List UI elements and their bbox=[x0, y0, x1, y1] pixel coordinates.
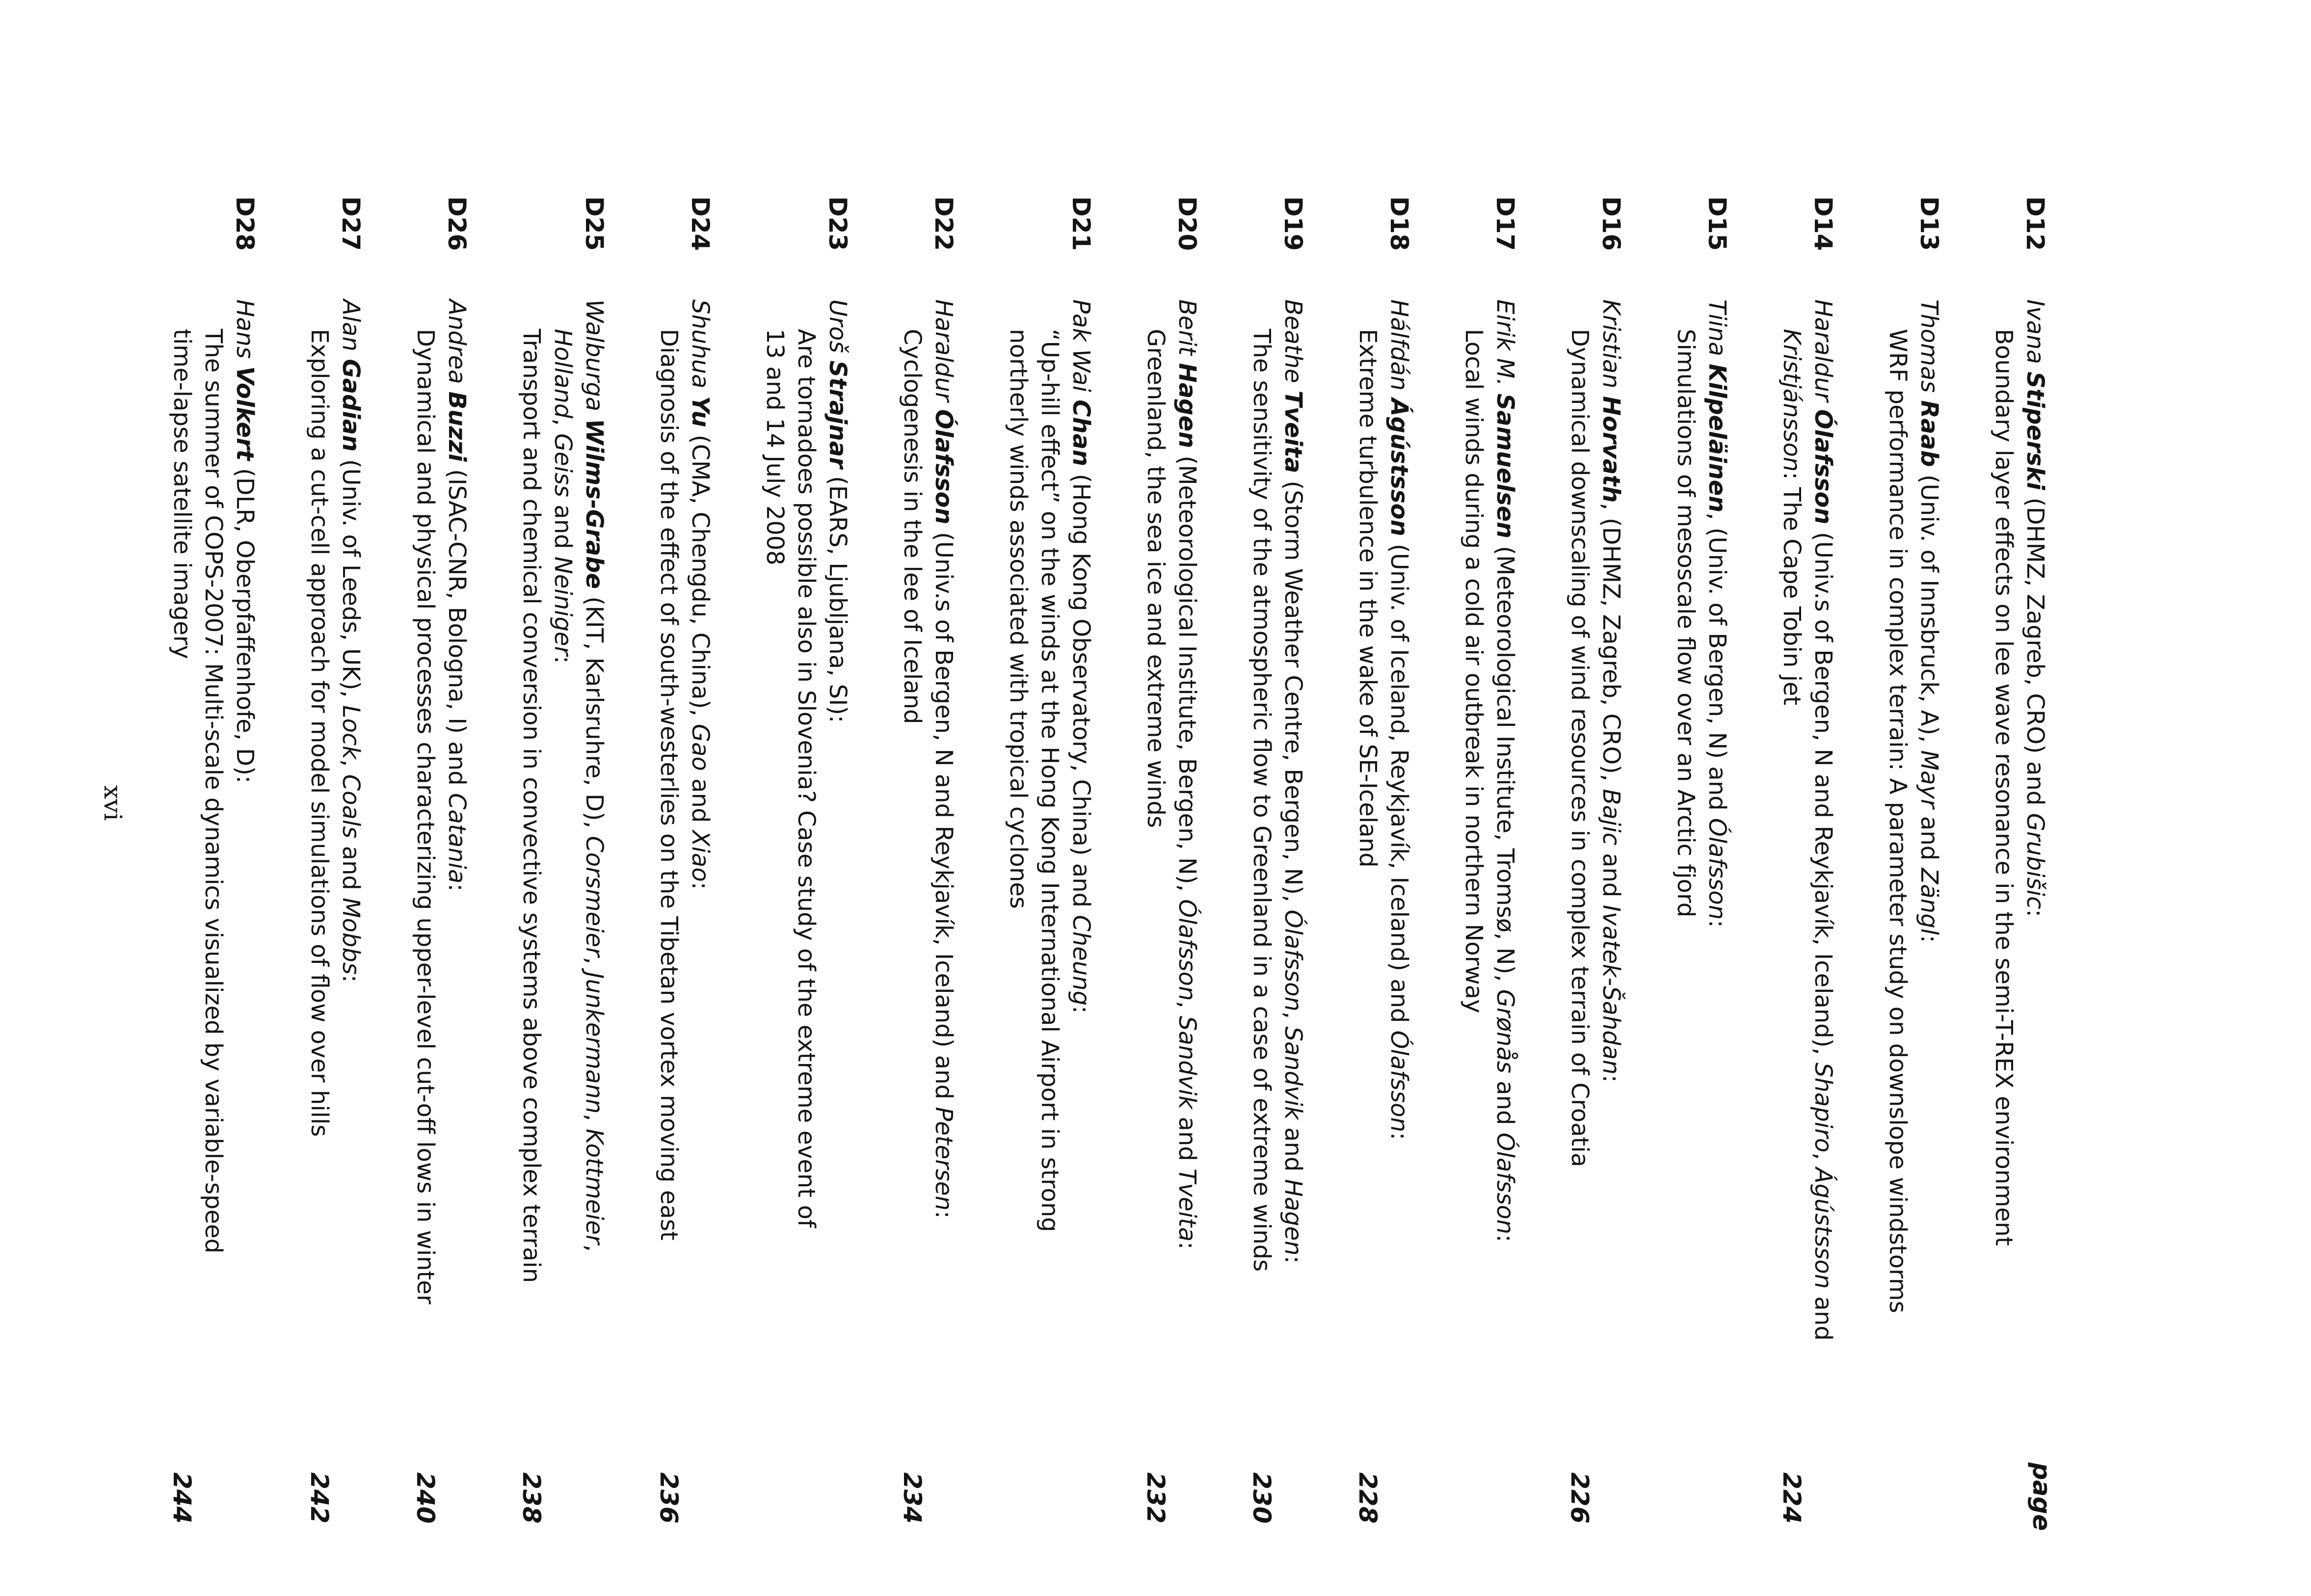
text-run: Wilms-Grabe bbox=[581, 419, 608, 589]
text-run: : bbox=[443, 883, 471, 892]
text-run: and bbox=[337, 838, 365, 898]
contents-entry bbox=[516, 196, 610, 1524]
text-run: and bbox=[1491, 1073, 1519, 1133]
text-run: : bbox=[1385, 1132, 1413, 1141]
text-run: Zängl bbox=[1915, 868, 1943, 935]
text-run: , bbox=[1279, 1011, 1307, 1027]
entry-code: D21 bbox=[1067, 196, 1095, 251]
text-run: : bbox=[2021, 909, 2049, 917]
text-run: and bbox=[1279, 1119, 1307, 1179]
contents-entry bbox=[1882, 196, 1945, 1512]
text-run: : bbox=[1279, 1255, 1307, 1264]
text-run: : bbox=[337, 974, 365, 983]
text-run: Samuelsen bbox=[1491, 393, 1519, 539]
text-run: Stiperski bbox=[2021, 372, 2049, 490]
text-run: , bbox=[581, 1244, 608, 1252]
text-run: , bbox=[337, 759, 365, 774]
entry-code: D22 bbox=[930, 196, 958, 251]
text-run: Chan bbox=[1067, 399, 1095, 467]
entry-title-line: Simulations of mesoscale flow over an Arctic fjord bbox=[1672, 329, 1700, 918]
text-run: (Univ. of Iceland, Reykjavík, Iceland) and bbox=[1385, 536, 1413, 1031]
entry-author-line bbox=[928, 196, 959, 1512]
entry-author-line bbox=[1595, 196, 1627, 1512]
entry-title-line: Are tornadoes possible also in Slovenia? Case study of the extreme event of bbox=[793, 329, 820, 1228]
text-run: Ivatek-Šahdan bbox=[1597, 904, 1625, 1075]
text-run: Sandvik bbox=[1173, 1015, 1201, 1110]
entry-code: D17 bbox=[1491, 196, 1519, 251]
entry-code: D15 bbox=[1703, 196, 1731, 251]
entry-author-line bbox=[685, 196, 716, 1512]
text-run: , bbox=[581, 1114, 608, 1129]
entry-code: D27 bbox=[337, 196, 365, 251]
text-run: Volkert bbox=[231, 366, 259, 461]
text-run: (Storm Weather Centre, Bergen, N), bbox=[1279, 473, 1307, 910]
entry-code: D28 bbox=[231, 196, 259, 251]
text-run: Ólafsson bbox=[1385, 1030, 1413, 1132]
text-run: and bbox=[1915, 808, 1943, 868]
text-run: Horvath bbox=[1597, 396, 1625, 503]
text-run: Sandvik bbox=[1279, 1026, 1307, 1120]
contents-entry bbox=[897, 196, 959, 1524]
contents-list bbox=[166, 196, 2051, 1524]
text-run: (Univ.s of Bergen, N and Reykjavík, Iceland) and bbox=[930, 524, 957, 1107]
text-run: (ISAC-CNR, Bologna, I) and bbox=[443, 461, 471, 793]
entry-code: D20 bbox=[1173, 196, 1201, 251]
entry-author-line bbox=[822, 196, 853, 1512]
text-run: Grønås bbox=[1491, 989, 1519, 1073]
entry-author-line-continued bbox=[547, 196, 579, 1512]
entry-author-line bbox=[579, 196, 610, 1512]
entry-page-number: 242 bbox=[305, 1472, 334, 1524]
entry-code: D23 bbox=[823, 196, 852, 251]
text-run: Kristian bbox=[1597, 299, 1625, 396]
entry-author-line-continued bbox=[1776, 196, 1807, 1512]
text-run: (Univ. of Leeds, UK), bbox=[337, 452, 365, 705]
text-run: Corsmeier bbox=[581, 836, 608, 957]
text-run: : bbox=[549, 656, 577, 664]
text-run: (EARS, Ljubljana, SI): bbox=[824, 468, 851, 723]
text-run: Mayr bbox=[1915, 750, 1943, 809]
entry-code: D12 bbox=[2021, 196, 2049, 251]
entry-code: D24 bbox=[686, 196, 715, 251]
text-run: Hagen bbox=[1173, 363, 1201, 449]
text-run: (DLR, Oberpfaffenhofe, D): bbox=[231, 460, 259, 784]
entry-title-line: Transport and chemical conversion in convective systems above complex terrain bbox=[518, 329, 545, 1283]
text-run: , bbox=[581, 957, 608, 972]
entry-author-line bbox=[1913, 196, 1945, 1512]
text-run: : bbox=[1067, 1006, 1095, 1014]
text-run: Uroš bbox=[824, 299, 851, 361]
contents-entry bbox=[410, 196, 473, 1524]
text-run: Ólafsson bbox=[930, 409, 957, 525]
text-run: Grubišic bbox=[2021, 813, 2049, 909]
text-run: and bbox=[549, 497, 577, 557]
entry-title-line: “Up-hill effect” on the winds at the Hong Kong International Airport in strong bbox=[1036, 329, 1063, 1232]
text-run: Ágústsson bbox=[1809, 1167, 1837, 1289]
text-run: Gadian bbox=[337, 359, 365, 452]
entry-code: D19 bbox=[1279, 196, 1307, 251]
entry-author-line bbox=[1171, 196, 1203, 1512]
text-run: Xiao bbox=[687, 830, 714, 882]
text-run: Ólafsson bbox=[1809, 409, 1837, 525]
text-run: (CMA, Chengdu, China), bbox=[687, 427, 714, 724]
text-run: Cheung bbox=[1067, 915, 1095, 1006]
entry-author-line bbox=[1701, 196, 1733, 1512]
text-run: Haraldur bbox=[1809, 299, 1837, 409]
text-run: Mobbs bbox=[337, 898, 365, 975]
text-run: Ólafsson bbox=[1491, 1132, 1519, 1234]
text-run: , (Univ. of Bergen, N) and bbox=[1703, 512, 1731, 818]
text-run: Hagen bbox=[1279, 1179, 1307, 1256]
entry-title-line: 13 and 14 July 2008 bbox=[761, 329, 789, 565]
text-run: (DHMZ, Zagreb, CRO) and bbox=[2021, 490, 2049, 813]
text-run: , bbox=[549, 418, 577, 433]
text-run: (Meteorological Institute, Tromsø, N), bbox=[1491, 538, 1519, 989]
contents-entry bbox=[1670, 196, 1733, 1512]
entry-page-number: 228 bbox=[1354, 1472, 1382, 1524]
text-run: : bbox=[1491, 1234, 1519, 1243]
text-run: Walburga bbox=[581, 299, 608, 419]
entry-title-line: Boundary layer effects on lee wave resonance in the semi-T-REX environment bbox=[1990, 329, 2018, 1246]
text-run: Geiss bbox=[549, 433, 577, 498]
text-run: and bbox=[1809, 1289, 1837, 1341]
text-run: and bbox=[687, 771, 714, 830]
text-run: : bbox=[930, 1210, 957, 1219]
text-run: Andrea bbox=[443, 299, 471, 392]
entry-code: D14 bbox=[1809, 196, 1837, 251]
text-run: Buzzi bbox=[443, 391, 471, 462]
entry-title-line: The summer of COPS-2007: Multi-scale dynamics visualized by variable-speed bbox=[200, 329, 227, 1253]
entry-title-line: Dynamical and physical processes characterizing upper-level cut-off lows in winter bbox=[412, 329, 439, 1304]
entry-code: D16 bbox=[1597, 196, 1625, 251]
contents-entry bbox=[1564, 196, 1627, 1524]
entry-code: D25 bbox=[580, 196, 609, 251]
text-run: Raab bbox=[1915, 400, 1943, 467]
text-run: Gao bbox=[687, 723, 714, 771]
text-run: (Univ.s of Bergen, N and Reykjavík, Iceland), bbox=[1809, 524, 1837, 1063]
contents-entry bbox=[1988, 196, 2051, 1512]
page-column-label: page bbox=[2027, 1463, 2056, 1531]
text-run: Tveita bbox=[1279, 390, 1307, 474]
contents-entry bbox=[1246, 196, 1309, 1524]
text-run: and bbox=[1597, 845, 1625, 905]
text-run: : bbox=[687, 881, 714, 890]
entry-code: D18 bbox=[1385, 196, 1413, 251]
text-run: Catania bbox=[443, 793, 471, 884]
entry-title-line: The sensitivity of the atmospheric flow to Greenland in a case of extreme winds bbox=[1248, 329, 1275, 1272]
text-run: Pak Wai bbox=[1067, 299, 1095, 400]
text-run: Ólafsson bbox=[1173, 899, 1201, 1001]
entry-author-line bbox=[1383, 196, 1415, 1512]
entry-page-number: 234 bbox=[898, 1472, 927, 1524]
contents-entry bbox=[1352, 196, 1415, 1524]
contents-entry bbox=[1140, 196, 1203, 1524]
entry-page-number: 240 bbox=[411, 1472, 440, 1524]
contents-entry bbox=[1458, 196, 1521, 1512]
entry-title-line: northerly winds associated with tropical cyclones bbox=[1005, 329, 1032, 909]
entry-page-number: 236 bbox=[655, 1472, 683, 1524]
text-run: (Meteorological Institute, Bergen, N), bbox=[1173, 448, 1201, 900]
text-run: Kilpeläinen bbox=[1703, 364, 1731, 513]
entry-page-number: 232 bbox=[1142, 1472, 1170, 1524]
entry-title-line: Cyclogenesis in the lee of Iceland bbox=[899, 329, 926, 724]
contents-entry bbox=[1776, 196, 1839, 1524]
text-run: Strajnar bbox=[824, 360, 851, 469]
entry-author-line bbox=[1489, 196, 1521, 1512]
text-run: : bbox=[1597, 1074, 1625, 1083]
contents-entry bbox=[304, 196, 367, 1524]
text-run: Petersen bbox=[930, 1107, 957, 1211]
entry-author-line bbox=[335, 196, 367, 1512]
text-run: , bbox=[1809, 1152, 1837, 1168]
entry-title-line: Exploring a cut-cell approach for model simulations of flow over hills bbox=[306, 329, 333, 1137]
entry-code: D13 bbox=[1915, 196, 1943, 251]
entry-code: D26 bbox=[443, 196, 471, 251]
entry-page-number: 224 bbox=[1778, 1472, 1806, 1524]
text-run: : bbox=[1703, 920, 1731, 928]
contents-entry bbox=[759, 196, 853, 1512]
text-run: Thomas bbox=[1915, 299, 1943, 400]
text-run: (Hong Kong Observatory, China) and bbox=[1067, 466, 1095, 915]
entry-page-number: 244 bbox=[168, 1472, 196, 1524]
text-run: : bbox=[1173, 1241, 1201, 1250]
text-run: Berit bbox=[1173, 299, 1201, 363]
text-run: Coals bbox=[337, 774, 365, 839]
text-run: Lock bbox=[337, 705, 365, 760]
entry-author-line bbox=[229, 196, 261, 1512]
text-run: Holland bbox=[549, 329, 577, 419]
text-run: Shapiro bbox=[1809, 1063, 1837, 1153]
text-run: Eirik M. bbox=[1491, 299, 1519, 394]
contents-entry bbox=[166, 196, 261, 1524]
entry-title-line: Dynamical downscaling of wind resources in complex terrain of Croatia bbox=[1566, 329, 1594, 1168]
text-run: Hans bbox=[231, 299, 259, 367]
entry-author-line bbox=[1065, 196, 1097, 1512]
text-run: Yu bbox=[687, 396, 714, 427]
entry-author-line bbox=[1807, 196, 1839, 1512]
entry-title-line: Extreme turbulence in the wake of SE-Iceland bbox=[1354, 329, 1381, 868]
entry-title-line: WRF performance in complex terrain: A parameter study on downslope windstorms bbox=[1884, 329, 1912, 1313]
text-run: Ivana bbox=[2021, 299, 2049, 372]
text-run: , (DHMZ, Zagreb, CRO), bbox=[1597, 503, 1625, 789]
text-run: : The Cape Tobin jet bbox=[1778, 472, 1806, 706]
entry-title-line: time-lapse satellite imagery bbox=[168, 329, 196, 659]
text-run: Junkermann bbox=[581, 972, 608, 1114]
entry-page-number: 226 bbox=[1566, 1472, 1594, 1524]
text-run: Shuhua bbox=[687, 299, 714, 396]
text-run: Kristjánsson bbox=[1778, 329, 1806, 472]
text-run: (Univ. of Innsbruck, A), bbox=[1915, 467, 1943, 750]
text-run: Bajic bbox=[1597, 789, 1625, 846]
contents-entry bbox=[653, 196, 716, 1524]
text-run: Neiniger bbox=[549, 556, 577, 656]
text-run: Tveita bbox=[1173, 1169, 1201, 1242]
text-run: Kottmeier bbox=[581, 1128, 608, 1245]
entry-author-line bbox=[2019, 196, 2051, 1512]
entry-page-number: 230 bbox=[1248, 1472, 1276, 1524]
text-run: Ágústsson bbox=[1385, 398, 1413, 536]
text-run: Beathe bbox=[1279, 299, 1307, 391]
text-run: Hálfdán bbox=[1385, 299, 1413, 399]
entry-page-number: 238 bbox=[517, 1472, 546, 1524]
text-run: : bbox=[1915, 935, 1943, 943]
entry-title-line: Diagnosis of the effect of south-westerlies on the Tibetan vortex moving east bbox=[655, 329, 683, 1241]
entry-author-line bbox=[1277, 196, 1309, 1512]
text-run: Ólafsson bbox=[1279, 909, 1307, 1011]
entry-title-line: Greenland, the sea ice and extreme winds bbox=[1142, 329, 1169, 828]
contents-entry bbox=[1003, 196, 1097, 1512]
text-run: and bbox=[1173, 1109, 1201, 1169]
text-run: , bbox=[1173, 1001, 1201, 1016]
text-run: Ólafsson bbox=[1703, 818, 1731, 920]
folio-number: xvi bbox=[99, 785, 127, 821]
text-run: Alan bbox=[337, 299, 365, 359]
text-run: Tiina bbox=[1703, 299, 1731, 364]
text-run: Haraldur bbox=[930, 299, 957, 409]
entry-author-line bbox=[441, 196, 473, 1512]
entry-title-line: Local winds during a cold air outbreak in northern Norway bbox=[1460, 329, 1488, 1013]
text-run: (KIT, Karlsruhre, D), bbox=[581, 589, 608, 836]
